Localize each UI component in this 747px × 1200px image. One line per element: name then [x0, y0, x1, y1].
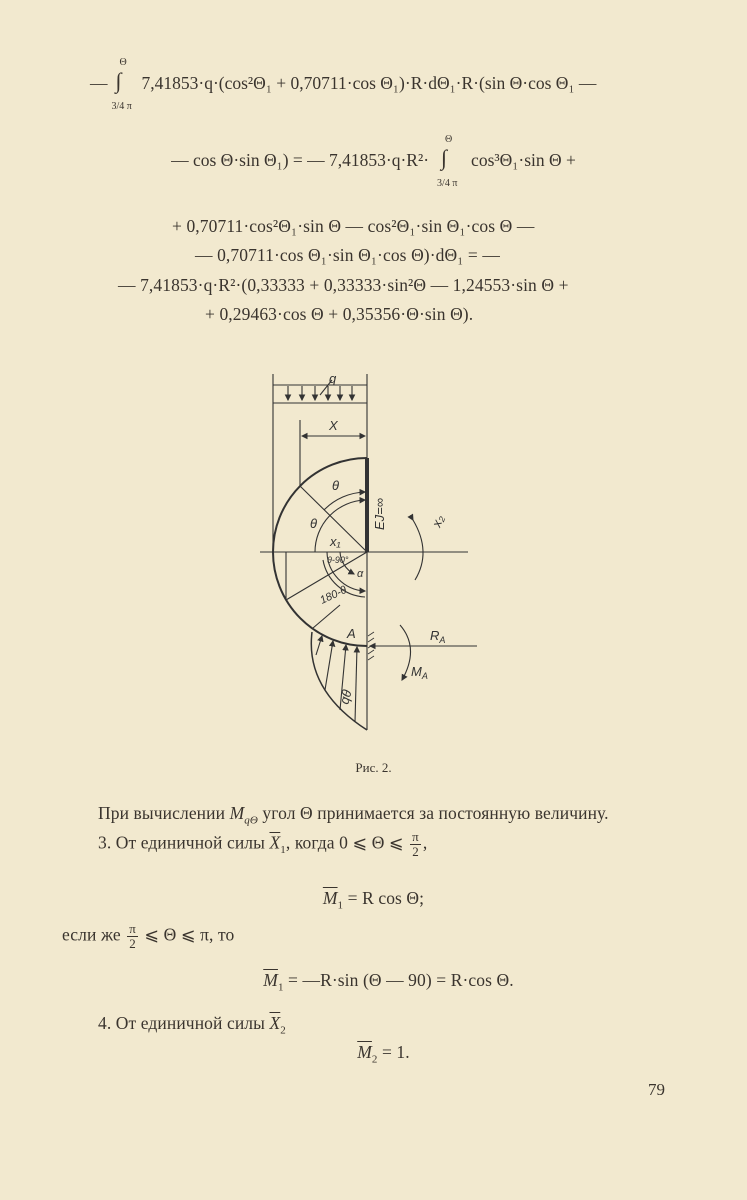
label-theta-inner: θ [310, 516, 318, 531]
fraction-pi-over-2: $\frac{\pi}{2}$ [129, 921, 136, 951]
label-a: A [347, 626, 356, 641]
symbol-x-bar: $\overline{X}$ [269, 1013, 281, 1033]
text-run: = R cos Θ; [343, 888, 425, 908]
page-number: 79 [648, 1080, 665, 1099]
x2-moment-arrow [413, 520, 423, 580]
symbol-m-bar: $\overline{M}$ [357, 1042, 372, 1062]
text-run: 4. От единичной силы [98, 1013, 265, 1033]
distributed-load-arrows [288, 386, 352, 400]
label-180-minus-theta: 180-θ [318, 584, 349, 607]
text-run: угол Θ принимается за постоянную величину. [262, 803, 609, 823]
text-run: При вычислении [98, 803, 226, 823]
label-ra: $R_A$ [430, 628, 446, 645]
formula-line-2a: — cos Θ·sin Θ₁) = — 7,41853·q·R²· [171, 149, 430, 170]
equation-m1-sin [0, 970, 747, 994]
symbol-m-bar: $\overline{M}$ [322, 888, 338, 908]
subscript: 1 [280, 844, 286, 857]
formula-line-6: + 0,29463·cos Θ + 0,35356·Θ·sin Θ). [205, 304, 474, 324]
formula-line-5: — 7,41853·q·R²·(0,33333 + 0,33333·sin²Θ — 1,24553·sin Θ + [118, 275, 569, 295]
subscript: qΘ [244, 814, 258, 827]
text-run: если же [62, 924, 121, 945]
integral-upper-limit: Θ [119, 57, 127, 68]
integral-lower-limit: 3/4 π [111, 101, 132, 112]
subscript: 2 [371, 1053, 378, 1066]
formula-line-2b: cos³Θ₁·sin Θ + [471, 149, 576, 170]
label-alpha: α [357, 568, 364, 580]
label-ej-infinity: EJ=∞ [372, 497, 387, 530]
figure-caption: Рис. 2. [355, 760, 392, 775]
formula-line-4: — 0,70711·cos Θ₁·sin Θ₁·cos Θ)·dΘ₁ = — [195, 245, 500, 265]
integral-lower-limit: 3/4 π [437, 178, 458, 189]
moment-ma-arrow [400, 625, 411, 680]
label-ma: $M_A$ [411, 664, 428, 681]
text-run: 3. От единичной силы [98, 832, 265, 853]
symbol-m-bar: $\overline{M}$ [263, 970, 278, 990]
paragraph-item-3 [98, 830, 427, 859]
text-run: ⩽ Θ ⩽ π, то [144, 924, 235, 945]
fraction-pi-over-2: $\frac{\pi}{2}$ [412, 829, 419, 859]
text-run: , [422, 832, 428, 853]
integral-sign: ∫ [115, 68, 122, 93]
equation-m2 [0, 1042, 747, 1066]
label-q-theta: qθ [336, 688, 355, 706]
label-x2: x₂ [428, 513, 447, 530]
q-theta-arrows [316, 636, 357, 722]
label-theta-minus-90: θ-90° [327, 555, 349, 565]
label-theta-outer: θ [332, 478, 340, 493]
formula-line-3: + 0,70711·cos²Θ₁·sin Θ — cos²Θ₁·sin Θ₁·cos Θ — [172, 216, 535, 236]
q-theta-curve [311, 632, 367, 730]
subscript: 1 [277, 981, 284, 994]
paragraph-item-4 [98, 1013, 286, 1037]
equation-m1-cos [0, 888, 747, 912]
integral-upper-limit: Θ [445, 134, 453, 145]
text-run: = 1. [377, 1042, 410, 1062]
integral-sign: ∫ [441, 145, 448, 170]
text-run: , когда 0 ⩽ Θ ⩽ [285, 832, 404, 853]
paragraph-if-range [62, 922, 234, 951]
label-x1: x₁ [330, 534, 341, 549]
symbol-x-bar: $\overline{X}$ [269, 832, 281, 853]
subscript: 1 [337, 899, 344, 912]
symbol-m: M [229, 803, 245, 823]
label-x: X [329, 418, 338, 433]
paragraph-mq-theta [98, 803, 609, 827]
label-q: q [329, 371, 337, 386]
text-run: = —R·sin (Θ — 90) = R·cos Θ. [283, 970, 514, 990]
formula-minus-sign: — [90, 72, 108, 93]
formula-line-1: 7,41853·q·(cos²Θ₁ + 0,70711·cos Θ₁)·R·dΘ₁·R·(sin Θ·cos Θ₁ — [141, 72, 597, 93]
subscript: 2 [280, 1024, 286, 1037]
